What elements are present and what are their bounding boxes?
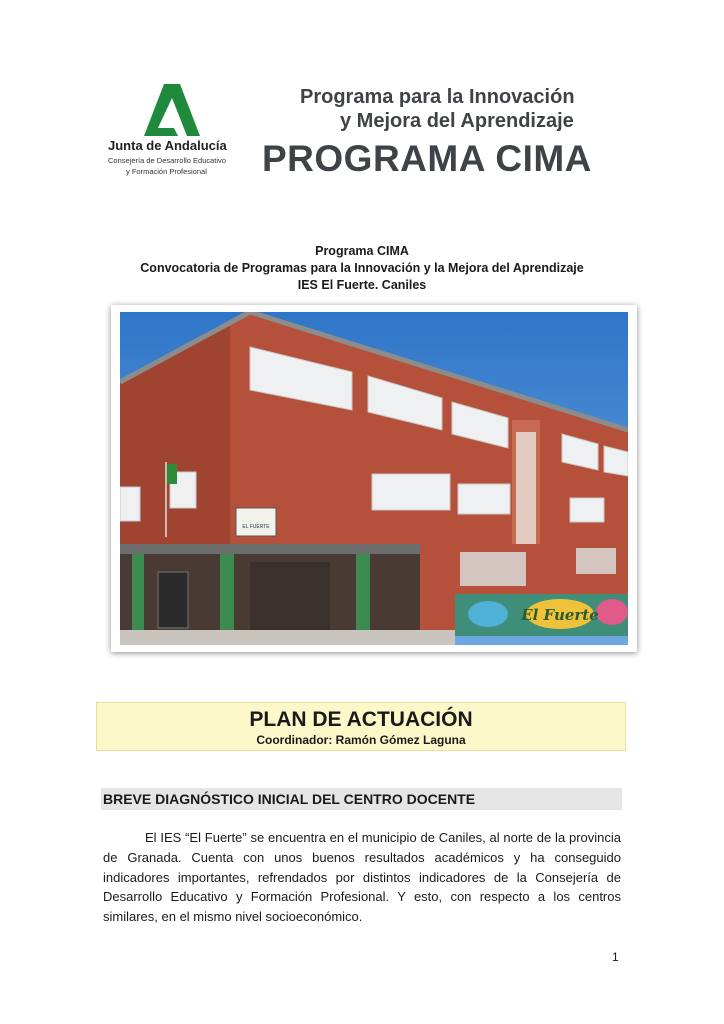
heading-line-1: Programa CIMA bbox=[315, 244, 409, 258]
section-title: BREVE DIAGNÓSTICO INICIAL DEL CENTRO DOCENTE bbox=[103, 791, 476, 807]
school-building-photo bbox=[111, 305, 637, 652]
heading-line-3: IES El Fuerte. Caniles bbox=[297, 278, 427, 292]
plan-title: PLAN DE ACTUACIÓN bbox=[249, 708, 473, 731]
program-title-line1: Programa para la Innovación bbox=[300, 86, 575, 108]
page-number: 1 bbox=[612, 950, 619, 964]
program-cima-title: PROGRAMA CIMA bbox=[262, 138, 592, 179]
plan-de-actuacion-box bbox=[96, 702, 626, 751]
program-title-line2: y Mejora del Aprendizaje bbox=[340, 110, 574, 132]
building-sign-text: EL FUERTE bbox=[242, 524, 270, 530]
diagnosis-paragraph: El IES “El Fuerte” se encuentra en el municipio de Caniles, al norte de la provincia de Granada. Cuenta con unos buenos resultados académicos y ha conseguido indicadores importantes, refrendados por distintos indicadores de la Consejería de Desarrollo Educativo y Formación Profesional. Y esto, con respecto a los centros similares, en el mismo nivel socioeconómico. bbox=[103, 830, 621, 925]
document-heading bbox=[0, 243, 724, 294]
logo-subtitle-line2: y Formación Profesional bbox=[126, 167, 207, 176]
section-heading-bar bbox=[101, 788, 622, 810]
school-building-illustration bbox=[120, 312, 628, 645]
mural-text: El Fuerte bbox=[521, 606, 599, 624]
heading-line-2: Convocatoria de Programas para la Innovación y la Mejora del Aprendizaje bbox=[140, 261, 584, 275]
coordinator-line: Coordinador: Ramón Gómez Laguna bbox=[256, 733, 466, 747]
logo-name: Junta de Andalucía bbox=[108, 138, 227, 153]
andalucia-a-icon bbox=[144, 84, 200, 136]
junta-de-andalucia-logo bbox=[108, 84, 258, 180]
logo-subtitle-line1: Consejería de Desarrollo Educativo bbox=[108, 156, 226, 165]
